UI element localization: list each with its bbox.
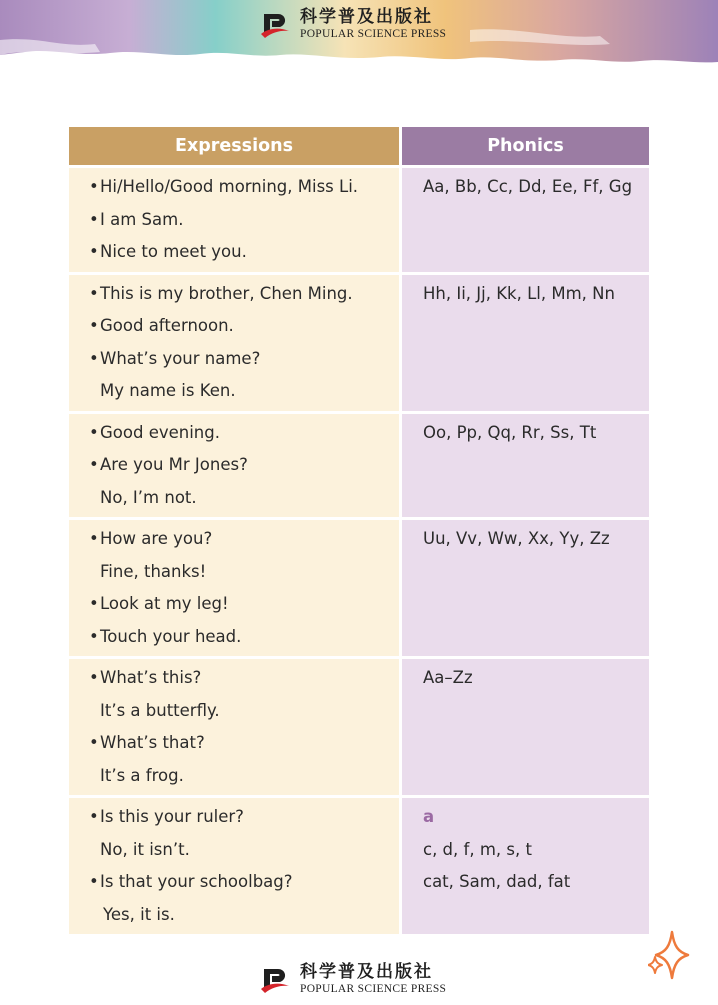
bullet-icon: •: [89, 733, 99, 752]
bullet-icon: •: [89, 594, 99, 613]
publisher-name-en: POPULAR SCIENCE PRESS: [300, 28, 447, 41]
publisher-emblem-icon: [258, 8, 292, 42]
table-row: [69, 520, 649, 656]
phonics-cell: [402, 275, 649, 411]
phonics-focus-letter: a: [423, 807, 435, 826]
expressions-cell: [69, 520, 399, 656]
publisher-logo-top: [258, 8, 446, 42]
expression-line: •What’s that?: [89, 730, 399, 763]
expression-line: No, it isn’t.: [100, 839, 190, 859]
publisher-emblem-icon: [258, 963, 292, 997]
expression-line: It’s a frog.: [100, 765, 184, 785]
phonics-header: Phonics: [402, 127, 649, 165]
expression-line: •Hi/Hello/Good morning, Miss Li.: [89, 174, 399, 207]
bullet-icon: •: [89, 626, 99, 646]
expression-line: •How are you?: [89, 526, 399, 559]
expression-line: •What’s this?: [89, 665, 399, 698]
expression-line: •I am Sam.: [89, 207, 399, 240]
expression-line: •Good afternoon.: [89, 313, 399, 346]
expressions-cell: [69, 275, 399, 411]
sparkle-icon: [648, 930, 690, 980]
phonics-line: Aa–Zz: [423, 668, 473, 687]
phonics-line: Hh, Ii, Jj, Kk, Ll, Mm, Nn: [423, 283, 615, 303]
expression-line: •Is that your schoolbag?: [89, 869, 399, 902]
bullet-icon: •: [89, 283, 99, 303]
expressions-cell: [69, 798, 399, 934]
phonics-cell: [402, 414, 649, 518]
syllabus-table: [66, 124, 652, 937]
bullet-icon: •: [89, 872, 99, 891]
phonics-line: Uu, Vv, Ww, Xx, Yy, Zz: [423, 529, 610, 548]
bullet-icon: •: [89, 177, 99, 196]
bullet-icon: •: [89, 316, 99, 335]
expression-line: No, I’m not.: [100, 487, 197, 507]
expression-line: •Nice to meet you.: [89, 239, 399, 272]
phonics-cell: [402, 520, 649, 656]
table-row: [69, 275, 649, 411]
publisher-logo-bottom: [258, 963, 446, 997]
expression-line: Yes, it is.: [103, 904, 175, 924]
table-header-row: [69, 127, 649, 165]
phonics-line: Aa, Bb, Cc, Dd, Ee, Ff, Gg: [423, 177, 633, 196]
publisher-name-cn: 科学普及出版社: [300, 962, 433, 983]
bullet-icon: •: [89, 422, 99, 442]
expression-line: •This is my brother, Chen Ming.: [89, 281, 399, 314]
phonics-cell: [402, 168, 649, 272]
publisher-name-cn: 科学普及出版社: [300, 7, 433, 28]
phonics-line: Oo, Pp, Qq, Rr, Ss, Tt: [423, 422, 597, 442]
expressions-cell: [69, 659, 399, 795]
bullet-icon: •: [89, 455, 99, 474]
bullet-icon: •: [89, 242, 99, 261]
bullet-icon: •: [89, 668, 99, 687]
expression-line: •Is this your ruler?: [89, 804, 399, 837]
table-row: [69, 659, 649, 795]
publisher-name-en: POPULAR SCIENCE PRESS: [300, 983, 447, 996]
expressions-cell: [69, 414, 399, 518]
expression-line: •Look at my leg!: [89, 591, 399, 624]
table-row: [69, 414, 649, 518]
bullet-icon: •: [89, 348, 99, 368]
phonics-line: c, d, f, m, s, t: [423, 839, 532, 859]
phonics-line: cat, Sam, dad, fat: [423, 872, 571, 891]
expression-line: My name is Ken.: [100, 381, 236, 400]
bullet-icon: •: [89, 209, 99, 229]
expression-line: •Touch your head.: [89, 624, 399, 657]
expression-line: It’s a butterfly.: [100, 700, 220, 720]
expressions-header: Expressions: [69, 127, 399, 165]
table-row: [69, 798, 649, 934]
expression-line: •What’s your name?: [89, 346, 399, 379]
expression-line: •Are you Mr Jones?: [89, 452, 399, 485]
bullet-icon: •: [89, 807, 99, 826]
bullet-icon: •: [89, 529, 99, 548]
expression-line: •Good evening.: [89, 420, 399, 453]
phonics-cell: [402, 659, 649, 795]
expressions-cell: [69, 168, 399, 272]
table-row: [69, 168, 649, 272]
expression-line: Fine, thanks!: [100, 561, 207, 581]
phonics-cell: [402, 798, 649, 934]
